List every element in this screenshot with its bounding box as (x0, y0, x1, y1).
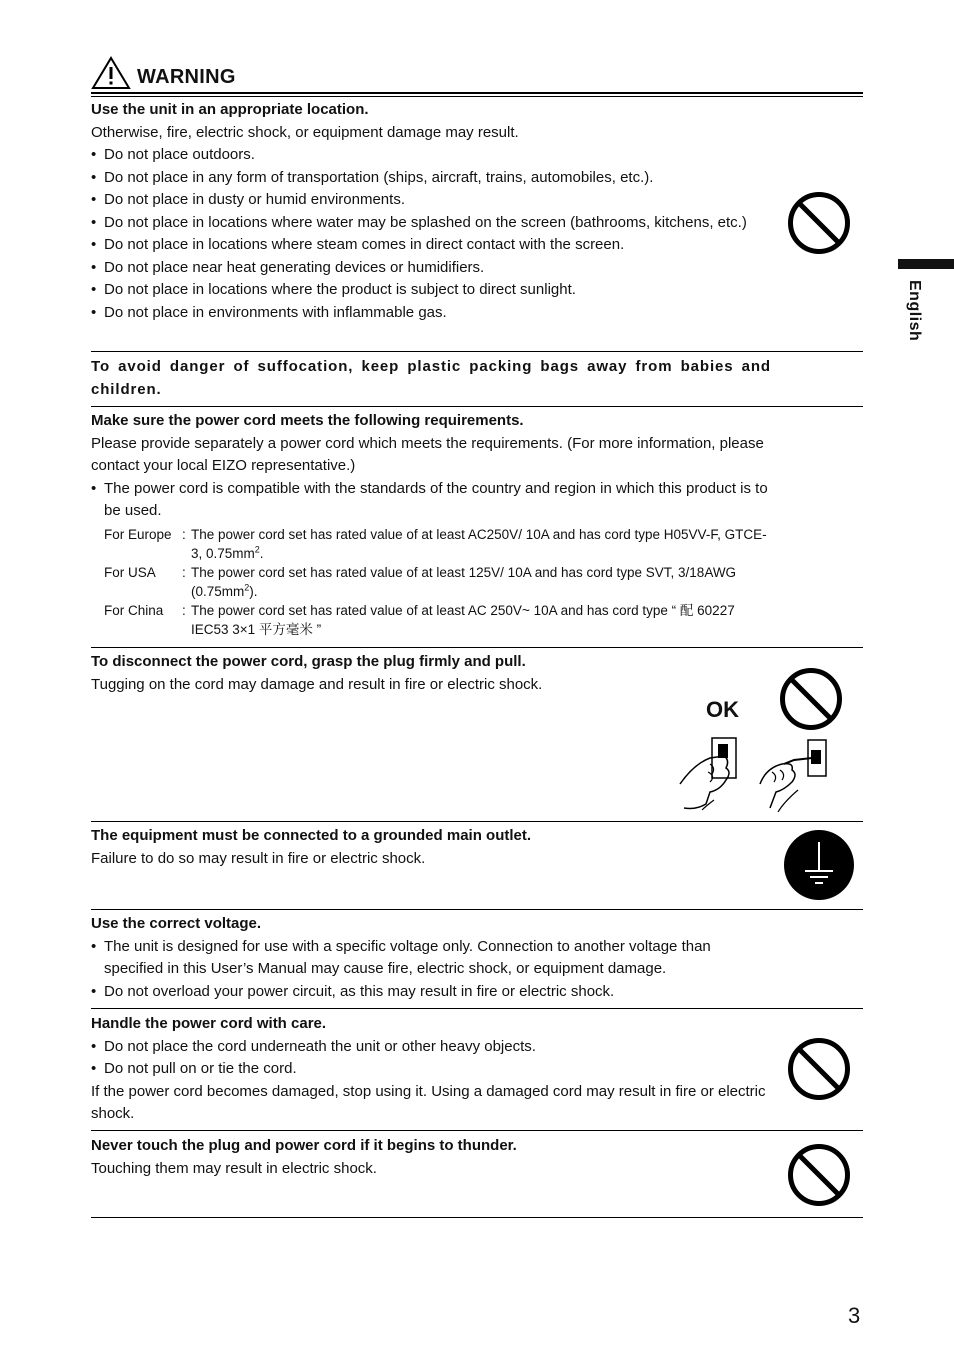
spec-colon: : (182, 564, 186, 580)
section-suffocation (91, 356, 771, 401)
spec-superscript: 2 (244, 582, 250, 592)
header-divider (91, 92, 863, 94)
warning-triangle-icon (91, 56, 131, 90)
handle-list (91, 1036, 771, 1081)
section-divider (91, 909, 863, 910)
voltage-list (91, 936, 771, 1004)
list-item: • Do not pull on or tie the cord. (91, 1058, 771, 1081)
section-divider (91, 1217, 863, 1218)
prohibition-icon (787, 1037, 851, 1101)
section-intro: Please provide separately a power cord which meets the requirements. (For more information, please contact your local EIZO representative.) (91, 434, 764, 474)
section-divider (91, 351, 863, 352)
prohibition-icon (779, 667, 843, 731)
page-number: 3 (848, 1303, 861, 1328)
section-body: Tugging on the cord may damage and result in fire or electric shock. (91, 675, 543, 693)
section-grounded (91, 825, 771, 870)
section-heading: Use the correct voltage. (91, 915, 262, 932)
section-body: Failure to do so may result in fire or electric shock. (91, 849, 426, 867)
language-tab-bar (898, 259, 954, 269)
ground-symbol-icon (784, 830, 854, 900)
list-item: • Do not place the cord underneath the unit or other heavy objects. (91, 1036, 771, 1059)
spec-superscript: 2 (254, 544, 260, 554)
list-item: • Do not place in locations where the product is subject to direct sunlight. (91, 279, 771, 302)
section-power-cord-requirements (91, 410, 771, 639)
section-heading: Make sure the power cord meets the following requirements. (91, 412, 524, 429)
section-divider (91, 1130, 863, 1131)
language-tab-label: English (906, 280, 923, 342)
spec-colon: : (182, 526, 186, 542)
section-voltage (91, 913, 771, 1003)
list-item: • Do not place in locations where steam comes in direct contact with the screen. (91, 234, 771, 257)
list-item: • Do not place in dusty or humid environments. (91, 189, 771, 212)
section-heading: The equipment must be connected to a grounded main outlet. (91, 827, 532, 844)
ok-label: OK (706, 697, 739, 722)
spec-row-china (104, 601, 771, 639)
prohibition-icon (787, 1143, 851, 1207)
spec-row-usa (104, 563, 771, 601)
warning-title: WARNING (137, 66, 236, 88)
location-list (91, 144, 771, 324)
spec-row-europe (104, 525, 771, 563)
cord-spec-table (104, 525, 771, 639)
spec-text: The power cord set has rated value of at least AC 250V~ 10A and has cord type “ 配 60227 IEC53 3×1 平方毫米 ” (191, 602, 735, 637)
list-item: • Do not place in environments with inflammable gas. (91, 302, 771, 325)
hand-pulling-cord-icon (754, 736, 830, 814)
list-item: • Do not overload your power circuit, as this may result in fire or electric shock. (91, 981, 771, 1004)
section-heading: To avoid danger of suffocation, keep plastic packing bags away from babies and children. (91, 358, 771, 398)
list-item: • Do not place in any form of transportation (ships, aircraft, trains, automobiles, etc.). (91, 167, 771, 190)
spec-colon: : (182, 602, 186, 618)
list-item: • Do not place outdoors. (91, 144, 771, 167)
section-disconnect (91, 651, 771, 696)
section-divider (91, 406, 863, 407)
section-intro: Otherwise, fire, electric shock, or equipment damage may result. (91, 123, 519, 141)
spec-text-main: The power cord set has rated value of at least 125V/ 10A and has cord type SVT, 3/18AWG (0.75mm (191, 564, 737, 599)
spec-text (191, 563, 771, 601)
spec-text-tail: . (259, 545, 264, 561)
spec-region-label: For USA (104, 564, 156, 580)
section-divider (91, 647, 863, 648)
section-divider (91, 1008, 863, 1009)
requirement-list (91, 478, 771, 523)
section-thunder (91, 1135, 771, 1180)
spec-text-main: The power cord set has rated value of at least AC250V/ 10A and has cord type H05VV-F, GTCE-3, 0.75mm (191, 526, 767, 561)
section-heading: Handle the power cord with care. (91, 1015, 327, 1032)
section-body: If the power cord becomes damaged, stop using it. Using a damaged cord may result in fire or electric shock. (91, 1082, 766, 1122)
spec-text-tail: ). (249, 583, 258, 599)
section-heading: Never touch the plug and power cord if it begins to thunder. (91, 1137, 517, 1154)
section-heading: Use the unit in an appropriate location. (91, 101, 369, 118)
section-heading: To disconnect the power cord, grasp the plug firmly and pull. (91, 653, 526, 670)
list-item: • The unit is designed for use with a specific voltage only. Connection to another voltage than specified in this User’s Manual may cause fire, electric shock, or equipment damage. (91, 936, 771, 981)
prohibition-icon (787, 191, 851, 255)
list-item: • Do not place near heat generating devices or humidifiers. (91, 257, 771, 280)
header-divider-thin (91, 96, 863, 97)
spec-region-label: For China (104, 602, 164, 618)
section-body: Touching them may result in electric shock. (91, 1159, 377, 1177)
warning-header (91, 56, 863, 96)
spec-text (191, 525, 771, 563)
section-handle-cord (91, 1013, 771, 1126)
spec-region-label: For Europe (104, 526, 172, 542)
list-item: • Do not place in locations where water may be splashed on the screen (bathrooms, kitchens, etc.) (91, 212, 771, 235)
section-divider (91, 821, 863, 822)
hand-grasping-plug-icon (676, 734, 754, 814)
section-location (91, 99, 771, 324)
list-item: • The power cord is compatible with the standards of the country and region in which this product is to be used. (91, 478, 771, 523)
